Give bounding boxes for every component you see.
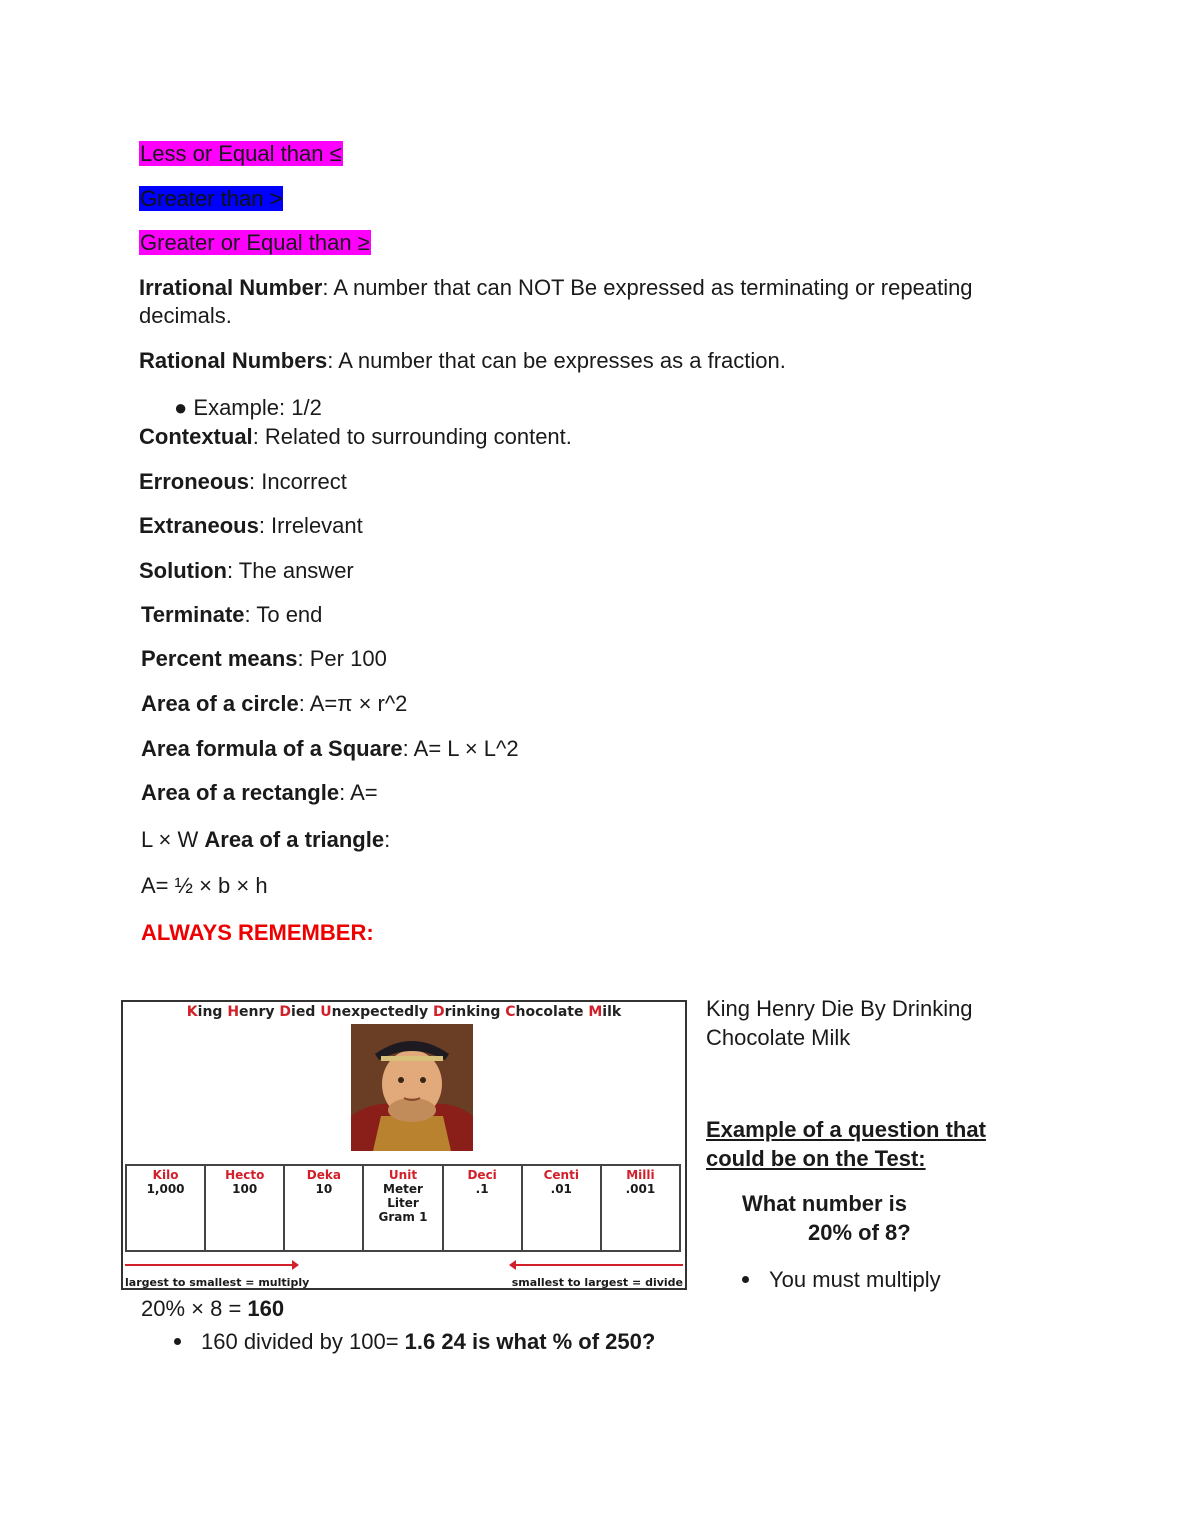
calculation-text: 20% × 8 = (141, 1296, 248, 1321)
rational-term: Rational Numbers (139, 348, 328, 373)
rational-definition (139, 347, 786, 375)
terminate-def: : To end (244, 602, 323, 627)
question-line-2: 20% of 8? (808, 1220, 911, 1245)
rectangle-area-definition (141, 779, 378, 807)
question-line-1: What number is (742, 1191, 908, 1216)
conversion-arrows (125, 1260, 683, 1290)
divide-bullet-text: 160 divided by 100= (201, 1329, 405, 1354)
extraneous-def: : Irrelevant (258, 513, 363, 538)
unit-cell-deci: Deci .1 (444, 1166, 523, 1250)
metric-prefix-chart-image (121, 1000, 687, 1290)
unit-cell-centi: Centi .01 (523, 1166, 602, 1250)
circle-def: : A=π × r^2 (298, 691, 408, 716)
contextual-term: Contextual (139, 424, 253, 449)
title-word: Chocolate (505, 1004, 589, 1020)
divide-caption: smallest to largest = divide (511, 1276, 683, 1289)
solution-definition (139, 557, 354, 585)
triangle-area-definition (141, 826, 390, 854)
percent-term: Percent means (141, 646, 298, 671)
erroneous-definition (139, 468, 347, 496)
less-equal-text: Less or Equal than ≤ (140, 141, 342, 166)
calculation-result: 160 (247, 1296, 285, 1321)
erroneous-term: Erroneous (139, 469, 250, 494)
greater-text: Greater than > (140, 186, 283, 211)
extraneous-definition (139, 512, 363, 540)
multiply-caption: largest to smallest = multiply (125, 1276, 310, 1289)
greater-equal-text: Greater or Equal than ≥ (140, 230, 370, 255)
square-term: Area formula of a Square (141, 736, 403, 761)
rectangle-term: Area of a rectangle (141, 780, 340, 805)
divide-bullet (174, 1328, 655, 1356)
king-henry-portrait-image (351, 1024, 473, 1151)
terminate-term: Terminate (141, 602, 245, 627)
bullet-icon (174, 1338, 181, 1345)
circle-area-definition (141, 690, 407, 718)
left-arrow-icon (511, 1264, 683, 1266)
unit-cell-hecto: Hecto 100 (206, 1166, 285, 1250)
metric-prefix-table (125, 1164, 681, 1252)
example-heading-line-2: could be on the Test: (706, 1146, 926, 1171)
percent-def: : Per 100 (297, 646, 387, 671)
mnemonic-line-2: Chocolate Milk (706, 1025, 851, 1050)
greater-equal-line (139, 229, 371, 257)
less-equal-line (139, 140, 343, 168)
square-area-definition (141, 735, 519, 763)
erroneous-def: : Incorrect (249, 469, 347, 494)
chart-image-title (123, 1004, 685, 1020)
example-heading-line-1: Example of a question that (706, 1117, 986, 1142)
title-word: Drinking (432, 1004, 506, 1020)
contextual-def: : Related to surrounding content. (252, 424, 572, 449)
title-word: Unexpectedly (320, 1004, 433, 1020)
rational-example: ● Example: 1/2 (174, 395, 322, 420)
rectangle-def-cont: L × W (141, 827, 205, 852)
irrational-definition (139, 274, 973, 302)
extraneous-term: Extraneous (139, 513, 259, 538)
mnemonic-line-1: King Henry Die By Drinking (706, 996, 973, 1021)
contextual-definition (139, 423, 572, 451)
irrational-term: Irrational Number (139, 275, 323, 300)
unit-cell-base: Unit Meter Liter Gram 1 (364, 1166, 443, 1250)
unit-cell-milli: Milli .001 (625, 1168, 656, 1196)
square-def: : A= L × L^2 (402, 736, 519, 761)
unit-cell-kilo: Kilo 1,000 (127, 1166, 206, 1250)
title-word: King (186, 1004, 228, 1020)
solution-term: Solution (139, 558, 227, 583)
title-word: Henry (227, 1004, 280, 1020)
title-word: Milk (588, 1004, 622, 1020)
irrational-definition-cont: decimals. (139, 303, 232, 328)
rectangle-def: : A= (339, 780, 378, 805)
bullet-icon (742, 1276, 749, 1283)
always-remember-heading: ALWAYS REMEMBER: (141, 920, 374, 945)
divide-bullet-bold: 1.6 24 is what % of 250? (404, 1329, 656, 1354)
unit-cell-deka: Deka 10 (285, 1166, 364, 1250)
title-word: Died (279, 1004, 321, 1020)
percent-definition (141, 645, 387, 673)
terminate-definition (141, 601, 322, 629)
triangle-term: Area of a triangle (204, 827, 385, 852)
triangle-colon: : (384, 827, 391, 852)
multiply-bullet (742, 1266, 941, 1294)
solution-def: : The answer (226, 558, 354, 583)
rational-def: : A number that can be expresses as a fraction. (327, 348, 786, 373)
circle-term: Area of a circle (141, 691, 299, 716)
right-arrow-icon (125, 1264, 297, 1266)
greater-line (139, 185, 283, 213)
multiply-bullet-text: You must multiply (769, 1267, 941, 1292)
triangle-formula: A= ½ × b × h (141, 873, 268, 898)
irrational-def: : A number that can NOT Be expressed as terminating or repeating (322, 275, 973, 300)
calculation-line (141, 1295, 284, 1323)
